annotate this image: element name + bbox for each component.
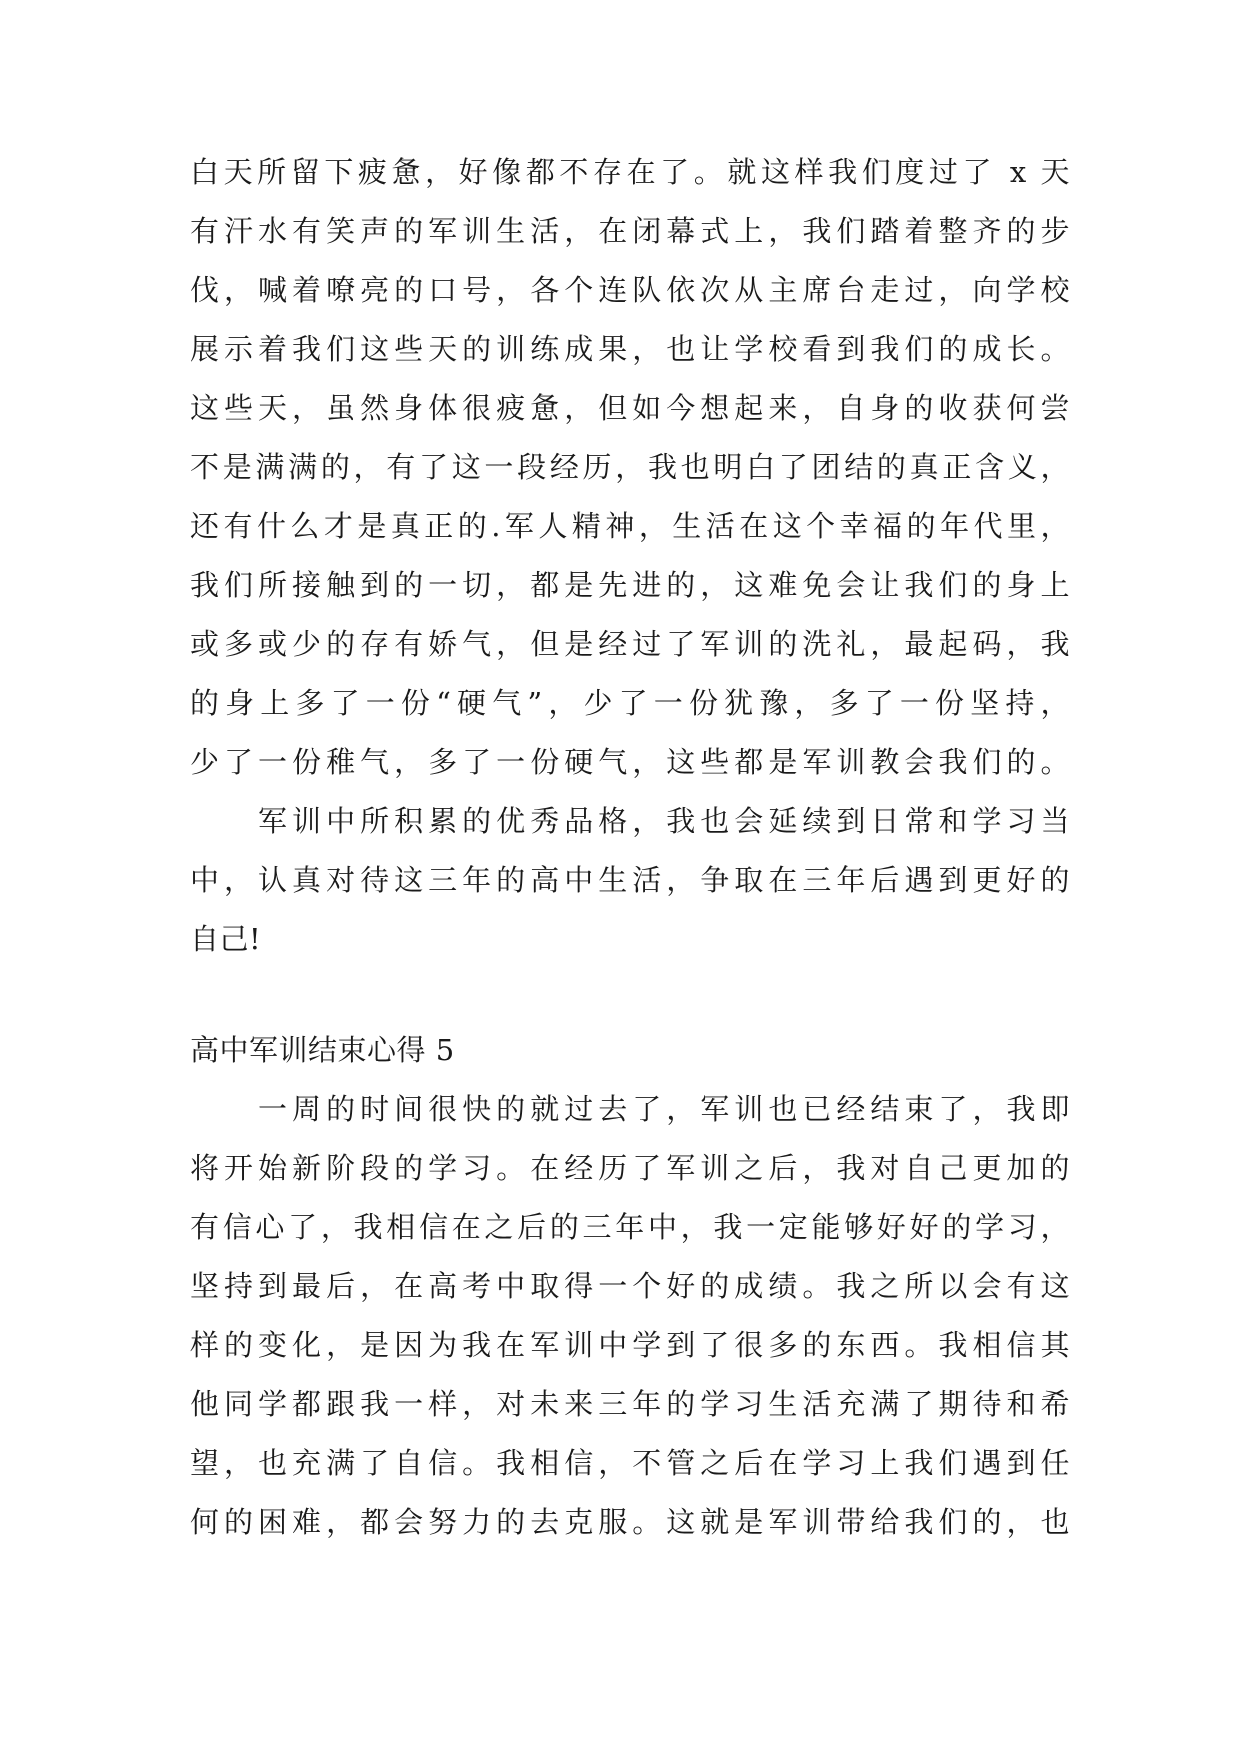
text-line: 望，也充满了自信。我相信，不管之后在学习上我们遇到任	[190, 1446, 1070, 1480]
text-line: 我们所接触到的一切，都是先进的，这难免会让我们的身上	[190, 568, 1070, 602]
text-line: 有信心了，我相信在之后的三年中，我一定能够好好的学习，	[190, 1210, 1070, 1244]
section-heading: 高中军训结束心得 5	[190, 1033, 455, 1067]
text-line: 自己!	[190, 922, 262, 956]
text-line: 中，认真对待这三年的高中生活，争取在三年后遇到更好的	[190, 863, 1070, 897]
text-line: 的身上多了一份“硬气”，少了一份犹豫，多了一份坚持，	[190, 686, 1070, 720]
text-line: 坚持到最后，在高考中取得一个好的成绩。我之所以会有这	[190, 1269, 1070, 1303]
text-line: 或多或少的存有娇气，但是经过了军训的洗礼，最起码，我	[190, 627, 1070, 661]
text-line: 少了一份稚气，多了一份硬气，这些都是军训教会我们的。	[190, 745, 1070, 779]
text-line: 伐，喊着嘹亮的口号，各个连队依次从主席台走过，向学校	[190, 273, 1070, 307]
text-line: 何的困难，都会努力的去克服。这就是军训带给我们的，也	[190, 1505, 1070, 1539]
text-line: 将开始新阶段的学习。在经历了军训之后，我对自己更加的	[190, 1151, 1070, 1185]
text-line: 这些天，虽然身体很疲惫，但如今想起来，自身的收获何尝	[190, 391, 1070, 425]
text-line: 有汗水有笑声的军训生活，在闭幕式上，我们踏着整齐的步	[190, 214, 1070, 248]
text-line: 展示着我们这些天的训练成果，也让学校看到我们的成长。	[190, 332, 1070, 366]
text-line: 他同学都跟我一样，对未来三年的学习生活充满了期待和希	[190, 1387, 1070, 1421]
text-line: 还有什么才是真正的.军人精神，生活在这个幸福的年代里，	[190, 509, 1070, 543]
text-line: 样的变化，是因为我在军训中学到了很多的东西。我相信其	[190, 1328, 1070, 1362]
text-line: 军训中所积累的优秀品格，我也会延续到日常和学习当	[190, 804, 1070, 838]
text-line: 白天所留下疲惫，好像都不存在了。就这样我们度过了 x 天	[190, 155, 1070, 189]
text-line: 一周的时间很快的就过去了，军训也已经结束了，我即	[190, 1092, 1070, 1126]
text-line: 不是满满的，有了这一段经历，我也明白了团结的真正含义，	[190, 450, 1070, 484]
